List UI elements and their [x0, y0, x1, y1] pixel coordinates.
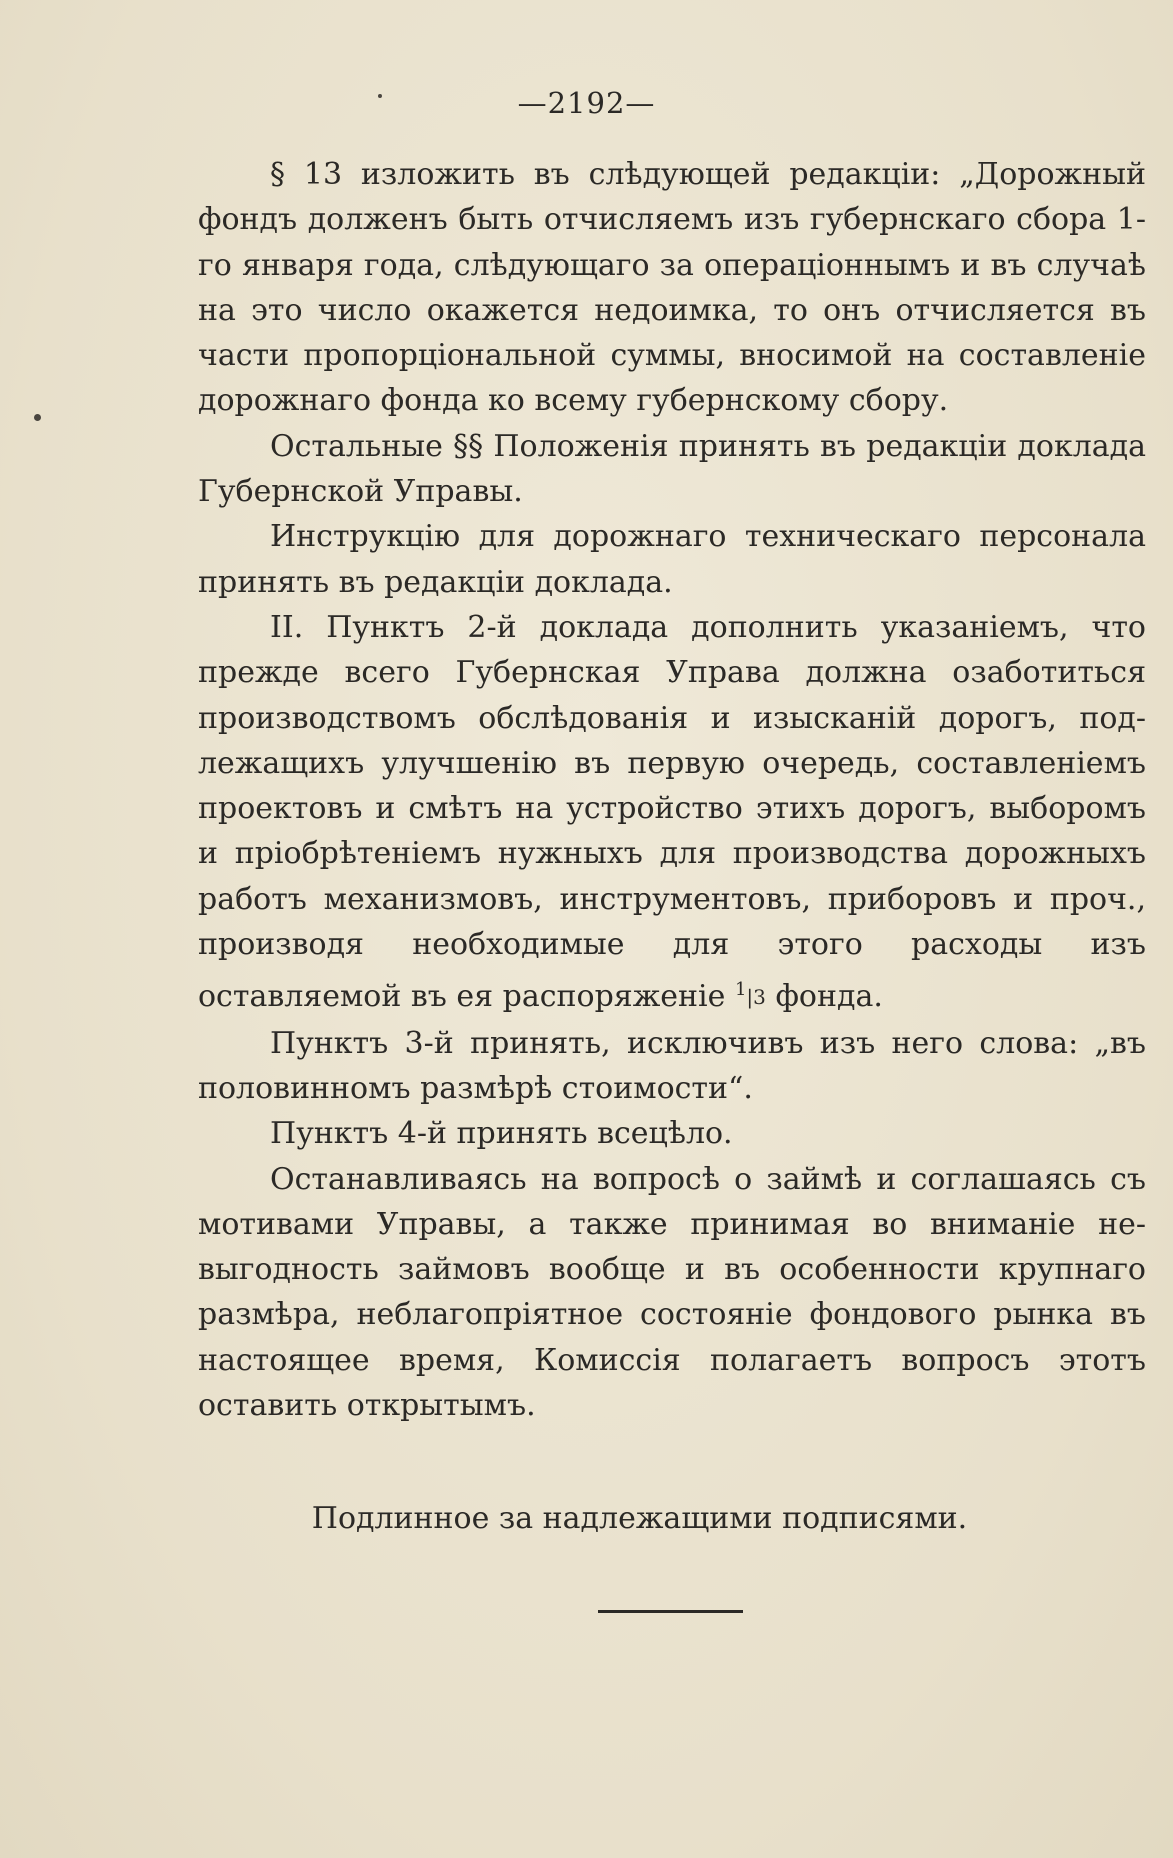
page-number: —2192—: [517, 86, 656, 120]
body-text: [198, 152, 1146, 1428]
paragraph-point-2-text: II. Пунктъ 2-й доклада дополнить указаніемъ, что прежде всего Губернская Управа должна озаботиться производствомъ обслѣдованія и изысканій дорогъ, подлежащихъ улучшенію въ первую очередь, составленіемъ проектовъ и смѣтъ на устройство этихъ дорогъ, выборомъ и пріобрѣтеніемъ нужныхъ для производства дорожныхъ работъ механизмовъ, инструментовъ, приборовъ и проч., производя необходимые для этого расходы изъ оставляемой въ ея распоряженіе: [198, 609, 1146, 1015]
signature-line: Подлинное за надлежащими подписями.: [311, 1501, 968, 1536]
fraction-numerator: 1: [734, 979, 747, 1001]
fraction: $^1$|3: [734, 979, 766, 1010]
paragraph-instruction: Инструкцію для дорожнаго техническаго персонала принять въ редакціи доклада.: [198, 519, 1146, 600]
paragraph-point-4: Пунктъ 4-й принять всецѣло.: [270, 1116, 733, 1152]
paragraph-other-sections: Остальные §§ Положенія принять въ редакціи доклада Губернской Управы.: [198, 428, 1146, 510]
paragraph-point-2-end: фонда.: [775, 979, 883, 1015]
closing-rule: [598, 1610, 743, 1613]
paragraph-point-2: [198, 605, 1146, 1021]
paragraph-point-3: Пунктъ 3-й принять, исключивъ изъ него слова: „въ половинномъ размѣрѣ стоимости“.: [198, 1025, 1146, 1106]
margin-speck: [34, 414, 41, 421]
paragraph-section-13: § 13 изложить въ слѣдующей редакціи: „Дорожный фондъ долженъ быть отчисляемъ изъ губернскаго сбора 1-го января года, слѣдующаго за операціоннымъ и въ случаѣ на это число окажется недоимка, то онъ отчисляется въ части пропорціональной суммы, вносимой на составленіе дорожнаго фонда ко всему губернскому сбору.: [198, 157, 1146, 419]
fraction-denominator: 3: [753, 985, 766, 1010]
paragraph-loan: Останавливаясь на вопросѣ о займѣ и соглашаясь съ мотивами Управы, а также принимая во вниманіе невыгодность займовъ вообще и въ особенности крупнаго размѣра, неблагопріятное состояніе фондового рынка въ настоящее время, Комиссія полагаетъ вопросъ этотъ оставить открытымъ.: [198, 1161, 1146, 1424]
